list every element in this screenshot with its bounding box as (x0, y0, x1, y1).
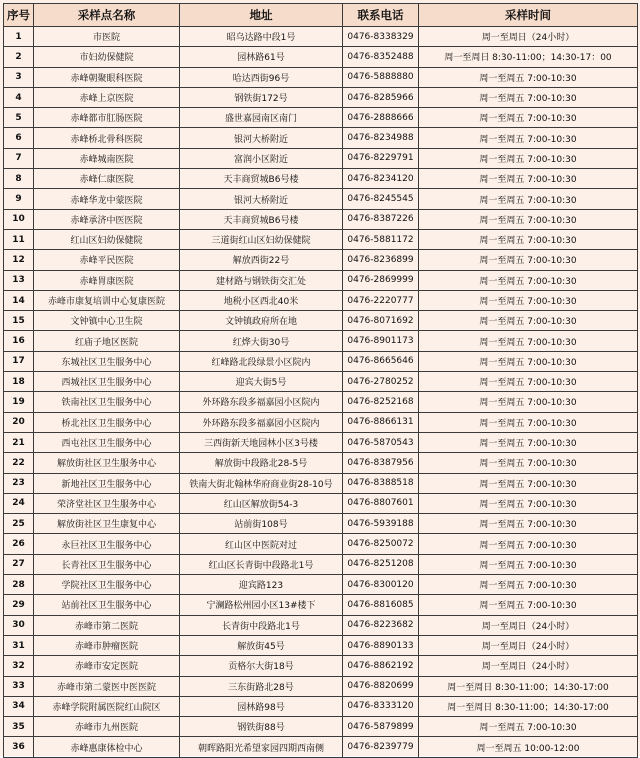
cell-site-name: 赤峰惠康体检中心 (34, 737, 180, 757)
cell-address: 园林路61号 (180, 47, 343, 67)
cell-site-name: 赤峰上京医院 (34, 87, 180, 107)
cell-phone: 0476-8388518 (343, 473, 419, 493)
cell-address: 三东街路北28号 (180, 676, 343, 696)
cell-sampling-time: 周一至周五 7:00-10:30 (419, 595, 638, 615)
table-row (4, 473, 638, 493)
cell-address: 解放街中段路北28-5号 (180, 453, 343, 473)
cell-phone: 0476-2780252 (343, 372, 419, 392)
cell-site-name: 市医院 (34, 27, 180, 47)
cell-phone: 0476-5888880 (343, 67, 419, 87)
cell-phone: 0476-8250072 (343, 534, 419, 554)
cell-index: 17 (4, 351, 34, 371)
cell-index: 35 (4, 717, 34, 737)
cell-phone: 0476-8071692 (343, 311, 419, 331)
table-row (4, 392, 638, 412)
cell-sampling-time: 周一至周五 7:00-10:30 (419, 432, 638, 452)
table-row (4, 229, 638, 249)
cell-site-name: 赤峰平民医院 (34, 250, 180, 270)
table-row (4, 189, 638, 209)
cell-sampling-time: 周一至周五 7:00-10:30 (419, 514, 638, 534)
cell-phone: 0476-8251208 (343, 554, 419, 574)
header-index: 序号 (4, 4, 34, 27)
cell-site-name: 赤峰都市肛肠医院 (34, 108, 180, 128)
cell-sampling-time: 周一至周日（24小时） (419, 615, 638, 635)
table-row (4, 47, 638, 67)
cell-index: 33 (4, 676, 34, 696)
cell-phone: 0476-5939188 (343, 514, 419, 534)
cell-phone: 0476-8285966 (343, 87, 419, 107)
cell-phone: 0476-8236899 (343, 250, 419, 270)
cell-sampling-time: 周一至周五 7:00-10:30 (419, 351, 638, 371)
cell-address: 铁南大街北翰林华府商业街28-10号 (180, 473, 343, 493)
table-row (4, 351, 638, 371)
table-row (4, 575, 638, 595)
cell-phone: 0476-8820699 (343, 676, 419, 696)
cell-address: 解放街45号 (180, 635, 343, 655)
table-body (4, 27, 638, 758)
cell-index: 15 (4, 311, 34, 331)
cell-address: 文钟镇政府所在地 (180, 311, 343, 331)
cell-sampling-time: 周一至周五 7:00-10:30 (419, 311, 638, 331)
cell-index: 24 (4, 493, 34, 513)
table-row (4, 372, 638, 392)
cell-index: 14 (4, 290, 34, 310)
cell-sampling-time: 周一至周日 8:30-11:00；14:30-17：00 (419, 47, 638, 67)
cell-sampling-time: 周一至周五 7:00-10:30 (419, 554, 638, 574)
cell-sampling-time: 周一至周五 7:00-10:30 (419, 392, 638, 412)
cell-index: 28 (4, 575, 34, 595)
cell-site-name: 赤峰市康复培训中心复康医院 (34, 290, 180, 310)
cell-phone: 0476-8387956 (343, 453, 419, 473)
cell-sampling-time: 周一至周五 7:00-10:30 (419, 169, 638, 189)
cell-site-name: 长青社区卫生服务中心 (34, 554, 180, 574)
cell-address: 天丰商贸城B6号楼 (180, 169, 343, 189)
table-row (4, 453, 638, 473)
cell-sampling-time: 周一至周日 8:30-11:00；14:30-17:00 (419, 696, 638, 716)
cell-index: 36 (4, 737, 34, 757)
cell-site-name: 解放街社区卫生服务中心 (34, 453, 180, 473)
cell-address: 园林路98号 (180, 696, 343, 716)
table-row (4, 27, 638, 47)
table-row (4, 514, 638, 534)
table-row (4, 290, 638, 310)
cell-sampling-time: 周一至周五 7:00-10:30 (419, 108, 638, 128)
cell-address: 地税小区西北40米 (180, 290, 343, 310)
cell-index: 5 (4, 108, 34, 128)
cell-site-name: 赤峰市九州医院 (34, 717, 180, 737)
cell-site-name: 赤峰承济中医医院 (34, 209, 180, 229)
header-sampling-time: 采样时间 (419, 4, 638, 27)
cell-sampling-time: 周一至周五 7:00-10:30 (419, 717, 638, 737)
cell-site-name: 赤峰胃康医院 (34, 270, 180, 290)
header-address: 地址 (180, 4, 343, 27)
table-row (4, 676, 638, 696)
table-row (4, 717, 638, 737)
table-row (4, 108, 638, 128)
cell-address: 宁澜路松州园小区13#楼下 (180, 595, 343, 615)
table-row (4, 169, 638, 189)
cell-index: 13 (4, 270, 34, 290)
table-row (4, 270, 638, 290)
cell-address: 站前街108号 (180, 514, 343, 534)
table-row (4, 250, 638, 270)
cell-site-name: 赤峰市安定医院 (34, 656, 180, 676)
cell-index: 4 (4, 87, 34, 107)
cell-sampling-time: 周一至周日（24小时） (419, 27, 638, 47)
cell-phone: 0476-8239779 (343, 737, 419, 757)
cell-site-name: 新地社区卫生服务中心 (34, 473, 180, 493)
cell-index: 27 (4, 554, 34, 574)
table-row (4, 209, 638, 229)
cell-index: 8 (4, 169, 34, 189)
cell-site-name: 市妇幼保健院 (34, 47, 180, 67)
cell-address: 天丰商贸城B6号楼 (180, 209, 343, 229)
cell-phone: 0476-8807601 (343, 493, 419, 513)
cell-index: 32 (4, 656, 34, 676)
cell-sampling-time: 周一至周五 7:00-10:30 (419, 412, 638, 432)
table-row (4, 696, 638, 716)
cell-index: 6 (4, 128, 34, 148)
table-row (4, 534, 638, 554)
cell-address: 三道街红山区妇幼保健院 (180, 229, 343, 249)
cell-site-name: 铁南社区卫生服务中心 (34, 392, 180, 412)
cell-phone: 0476-8338329 (343, 27, 419, 47)
cell-sampling-time: 周一至周日（24小时） (419, 635, 638, 655)
cell-sampling-time: 周一至周五 7:00-10:30 (419, 331, 638, 351)
cell-phone: 0476-8223682 (343, 615, 419, 635)
table-row (4, 615, 638, 635)
sampling-sites-table (3, 3, 638, 758)
cell-address: 迎宾大街5号 (180, 372, 343, 392)
cell-sampling-time: 周一至周五 7:00-10:30 (419, 493, 638, 513)
cell-address: 红山区解放街54-3 (180, 493, 343, 513)
cell-address: 外环路东段多福嘉园小区院内 (180, 412, 343, 432)
cell-phone: 0476-8816085 (343, 595, 419, 615)
cell-phone: 0476-8234988 (343, 128, 419, 148)
cell-phone: 0476-8252168 (343, 392, 419, 412)
cell-sampling-time: 周一至周五 7:00-10:30 (419, 250, 638, 270)
cell-sampling-time: 周一至周五 7:00-10:30 (419, 473, 638, 493)
table-row (4, 148, 638, 168)
cell-index: 9 (4, 189, 34, 209)
cell-index: 1 (4, 27, 34, 47)
cell-index: 7 (4, 148, 34, 168)
cell-address: 红山区长青街中段路北1号 (180, 554, 343, 574)
table-row (4, 493, 638, 513)
cell-index: 31 (4, 635, 34, 655)
cell-site-name: 文钟镇中心卫生院 (34, 311, 180, 331)
cell-site-name: 赤峰市肿瘤医院 (34, 635, 180, 655)
cell-sampling-time: 周一至周五 7:00-10:30 (419, 575, 638, 595)
cell-address: 迎宾路123 (180, 575, 343, 595)
cell-site-name: 赤峰市第二医院 (34, 615, 180, 635)
cell-site-name: 赤峰桥北骨科医院 (34, 128, 180, 148)
cell-site-name: 赤峰华龙中蒙医院 (34, 189, 180, 209)
cell-address: 建材路与钢铁街交汇处 (180, 270, 343, 290)
cell-site-name: 解放街社区卫生康复中心 (34, 514, 180, 534)
table-row (4, 87, 638, 107)
cell-site-name: 赤峰市第二蒙医中医医院 (34, 676, 180, 696)
cell-index: 25 (4, 514, 34, 534)
cell-site-name: 赤峰朝聚眼科医院 (34, 67, 180, 87)
table-row (4, 737, 638, 757)
cell-address: 红峰路北段绿景小区院内 (180, 351, 343, 371)
table-row (4, 554, 638, 574)
table-row (4, 331, 638, 351)
cell-index: 3 (4, 67, 34, 87)
table-row (4, 635, 638, 655)
cell-address: 朝晖路阳光希望家园四期西南侧 (180, 737, 343, 757)
cell-address: 盛世嘉园南区南门 (180, 108, 343, 128)
cell-phone: 0476-5870543 (343, 432, 419, 452)
cell-site-name: 桥北社区卫生服务中心 (34, 412, 180, 432)
cell-index: 11 (4, 229, 34, 249)
cell-site-name: 赤峰仁康医院 (34, 169, 180, 189)
cell-index: 26 (4, 534, 34, 554)
cell-site-name: 学院社区卫生服务中心 (34, 575, 180, 595)
cell-index: 18 (4, 372, 34, 392)
cell-sampling-time: 周一至周五 7:00-10:30 (419, 270, 638, 290)
cell-address: 解放西街22号 (180, 250, 343, 270)
header-row (4, 4, 638, 27)
cell-site-name: 站前社区卫生服务中心 (34, 595, 180, 615)
cell-phone: 0476-2869999 (343, 270, 419, 290)
cell-phone: 0476-8890133 (343, 635, 419, 655)
cell-site-name: 西屯社区卫生服务中心 (34, 432, 180, 452)
cell-site-name: 赤峰城南医院 (34, 148, 180, 168)
cell-index: 10 (4, 209, 34, 229)
cell-sampling-time: 周一至周五 10:00-12:00 (419, 737, 638, 757)
cell-sampling-time: 周一至周五 7:00-10:30 (419, 229, 638, 249)
cell-phone: 0476-8352488 (343, 47, 419, 67)
cell-index: 34 (4, 696, 34, 716)
cell-phone: 0476-2888666 (343, 108, 419, 128)
cell-address: 钢铁街88号 (180, 717, 343, 737)
table-row (4, 656, 638, 676)
cell-phone: 0476-5879899 (343, 717, 419, 737)
cell-phone: 0476-8333120 (343, 696, 419, 716)
cell-address: 富润小区附近 (180, 148, 343, 168)
cell-index: 21 (4, 432, 34, 452)
cell-sampling-time: 周一至周五 7:00-10:30 (419, 189, 638, 209)
cell-site-name: 荣济堂社区卫生服务中心 (34, 493, 180, 513)
cell-address: 银河大桥附近 (180, 189, 343, 209)
cell-index: 2 (4, 47, 34, 67)
cell-index: 20 (4, 412, 34, 432)
cell-sampling-time: 周一至周五 7:00-10:30 (419, 67, 638, 87)
cell-address: 银河大桥附近 (180, 128, 343, 148)
cell-address: 长青街中段路北1号 (180, 615, 343, 635)
cell-phone: 0476-8245545 (343, 189, 419, 209)
cell-phone: 0476-8234120 (343, 169, 419, 189)
cell-phone: 0476-2220777 (343, 290, 419, 310)
cell-sampling-time: 周一至周日（24小时） (419, 656, 638, 676)
cell-sampling-time: 周一至周五 7:00-10:30 (419, 148, 638, 168)
cell-index: 30 (4, 615, 34, 635)
cell-index: 29 (4, 595, 34, 615)
cell-site-name: 红山区妇幼保健院 (34, 229, 180, 249)
cell-phone: 0476-8665646 (343, 351, 419, 371)
cell-phone: 0476-8901173 (343, 331, 419, 351)
cell-sampling-time: 周一至周五 7:00-10:30 (419, 128, 638, 148)
cell-address: 三西街新天地园林小区3号楼 (180, 432, 343, 452)
cell-sampling-time: 周一至周五 7:00-10:30 (419, 209, 638, 229)
cell-sampling-time: 周一至周五 7:00-10:30 (419, 290, 638, 310)
cell-phone: 0476-8866131 (343, 412, 419, 432)
cell-site-name: 西城社区卫生服务中心 (34, 372, 180, 392)
cell-address: 贡格尔大街18号 (180, 656, 343, 676)
cell-address: 昭乌达路中段1号 (180, 27, 343, 47)
header-phone: 联系电话 (343, 4, 419, 27)
cell-sampling-time: 周一至周日 8:30-11:00；14:30-17:00 (419, 676, 638, 696)
cell-address: 哈达西街96号 (180, 67, 343, 87)
cell-address: 红烨大街30号 (180, 331, 343, 351)
table-row (4, 432, 638, 452)
cell-phone: 0476-8862192 (343, 656, 419, 676)
cell-address: 外环路东段多福嘉园小区院内 (180, 392, 343, 412)
cell-site-name: 红庙子地区医院 (34, 331, 180, 351)
cell-index: 23 (4, 473, 34, 493)
table-row (4, 311, 638, 331)
cell-index: 19 (4, 392, 34, 412)
header-site-name: 采样点名称 (34, 4, 180, 27)
table-row (4, 412, 638, 432)
cell-index: 12 (4, 250, 34, 270)
cell-address: 红山区中医院对过 (180, 534, 343, 554)
table-row (4, 128, 638, 148)
cell-phone: 0476-8387226 (343, 209, 419, 229)
cell-sampling-time: 周一至周五 7:00-10:30 (419, 87, 638, 107)
table-row (4, 595, 638, 615)
cell-index: 16 (4, 331, 34, 351)
cell-sampling-time: 周一至周五 7:00-10:30 (419, 372, 638, 392)
cell-site-name: 永巨社区卫生服务中心 (34, 534, 180, 554)
cell-sampling-time: 周一至周五 7:00-10:30 (419, 534, 638, 554)
cell-address: 钢铁街172号 (180, 87, 343, 107)
cell-sampling-time: 周一至周五 7:00-10:30 (419, 453, 638, 473)
table-row (4, 67, 638, 87)
cell-site-name: 东城社区卫生服务中心 (34, 351, 180, 371)
cell-index: 22 (4, 453, 34, 473)
cell-phone: 0476-5881172 (343, 229, 419, 249)
cell-phone: 0476-8300120 (343, 575, 419, 595)
cell-site-name: 赤峰学院附属医院红山院区 (34, 696, 180, 716)
cell-phone: 0476-8229791 (343, 148, 419, 168)
